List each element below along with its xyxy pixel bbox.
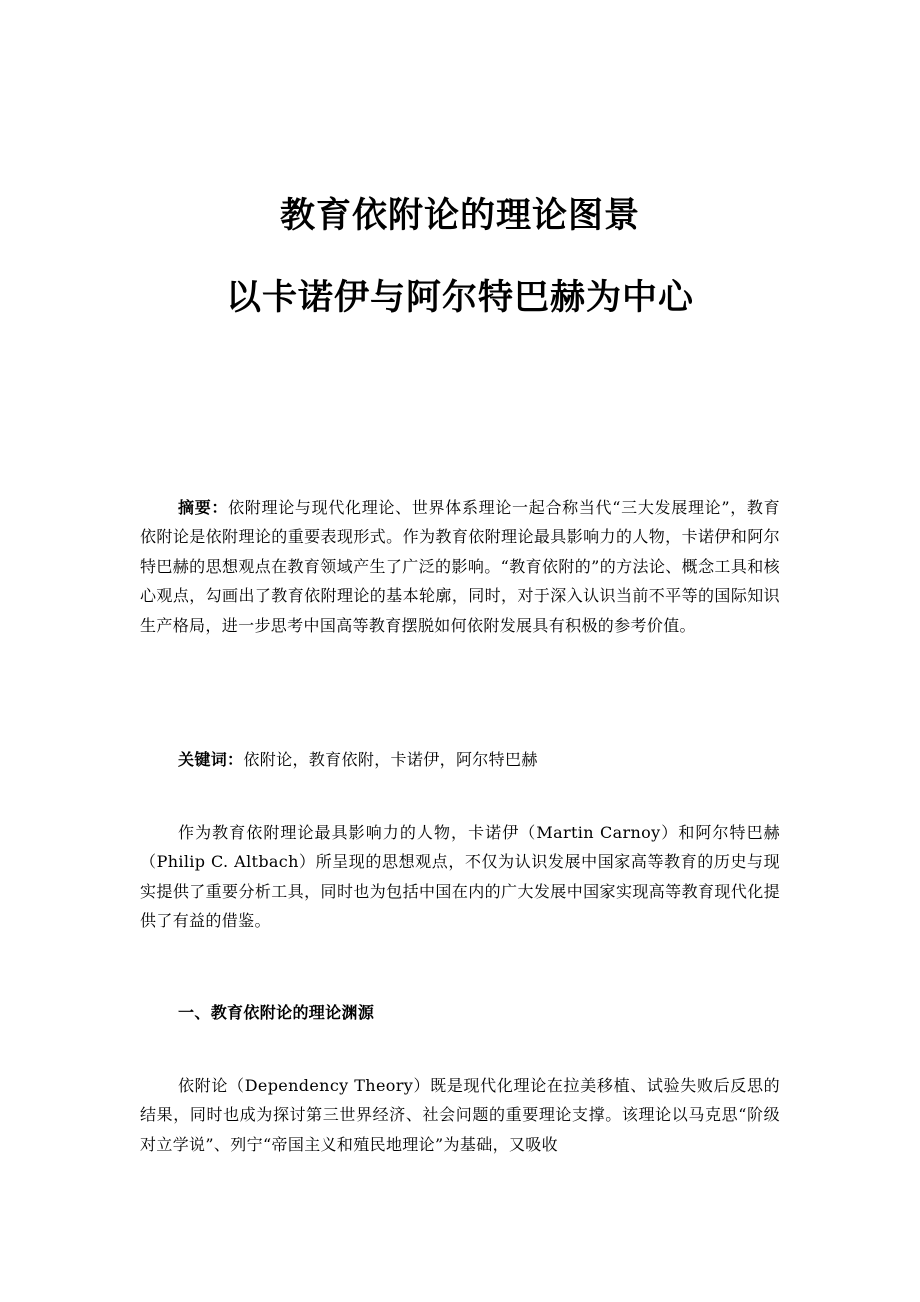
keywords-text: 依附论，教育依附，卡诺伊，阿尔特巴赫 [243, 750, 538, 769]
section-heading: 一、教育依附论的理论渊源 [178, 1003, 375, 1022]
intro-paragraph: 作为教育依附理论最具影响力的人物，卡诺伊（Martin Carnoy）和阿尔特巴赫（Philip C. Altbach）所呈现的思想观点，不仅为认识发展中国家高等教育的历史与现实提供了重要分析工具，同时也为包括中国在内的广大发展中国家实现高等教育现代化提供了有益的借鉴。 [140, 823, 780, 931]
abstract-text: 依附理论与现代化理论、世界体系理论一起合称当代“三大发展理论”，教育依附论是依附理论的重要表现形式。作为教育依附理论最具影响力的人物，卡诺伊和阿尔特巴赫的思想观点在教育领域产生了广泛的影响。“教育依附的”的方法论、概念工具和核心观点，勾画出了教育依附理论的基本轮廓，同时，对于深入认识当前不平等的国际知识生产格局，进一步思考中国高等教育摆脱如何依附发展具有积极的参考价值。 [140, 498, 780, 635]
document-subtitle: 以卡诺伊与阿尔特巴赫为中心 [225, 278, 694, 318]
abstract-paragraph [140, 493, 780, 640]
abstract-label: 摘要： [178, 498, 229, 517]
document-title: 教育依附论的理论图景 [279, 196, 640, 236]
section-paragraph: 依附论（Dependency Theory）既是现代化理论在拉美移植、试验失败后反思的结果，同时也成为探讨第三世界经济、社会问题的重要理论支撑。该理论以马克思“阶级对立学说”、列宁“帝国主义和殖民地理论”为基础，又吸收 [140, 1076, 780, 1154]
keywords-label: 关键词： [178, 750, 244, 769]
keywords-paragraph [140, 745, 780, 774]
